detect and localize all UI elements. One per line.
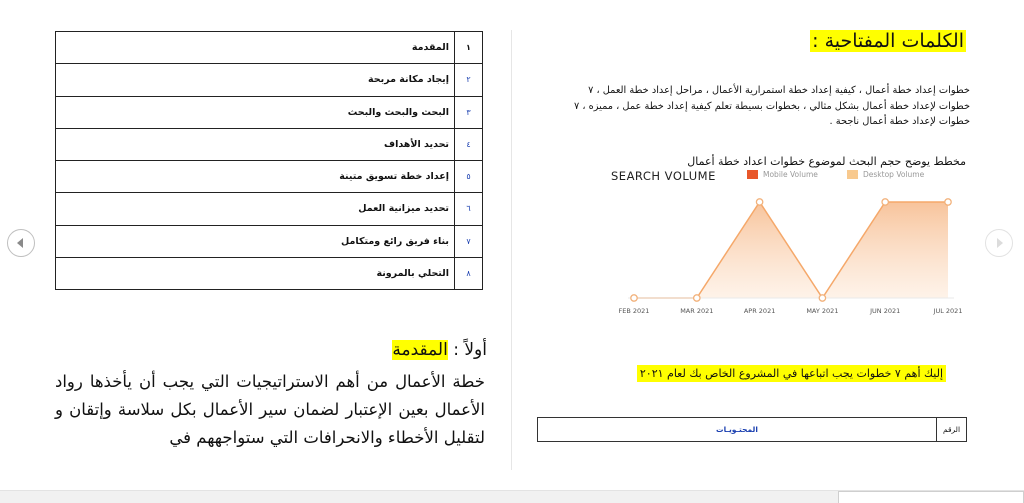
table-row (56, 225, 483, 257)
legend-item-mobile (747, 170, 818, 179)
introduction-paragraph: خطة الأعمال من أهم الاستراتيجيات التي يجب أن يأخذها رواد الأعمال بعين الإعتبار لضمان سير الأعمال بكل سلاسة وإتقان و لتقليل الأخطاء والانحرافات التي ستواجههم في (55, 372, 485, 447)
legend-swatch-desktop (847, 170, 858, 179)
chevron-left-icon (15, 237, 27, 249)
data-point-jul-2021 (945, 199, 951, 205)
data-point-feb-2021 (631, 295, 637, 301)
toc-number: ٥ (455, 161, 483, 193)
toc-item: إعداد خطة تسويق متينة (56, 161, 455, 193)
x-tick-label: JUN 2021 (870, 307, 901, 315)
table-row (56, 96, 483, 128)
x-tick-label: FEB 2021 (618, 307, 650, 315)
toc-item: بناء فريق رائع ومتكامل (56, 225, 455, 257)
steps-callout: إليك أهم ٧ خطوات يجب اتباعها في المشروع الخاص بك لعام ٢٠٢١ (637, 365, 946, 382)
toc-item: تحديد ميزانية العمل (56, 193, 455, 225)
x-tick-label: MAR 2021 (680, 307, 714, 315)
section-title: المقدمة (392, 340, 448, 360)
toc-item: إيجاد مكانة مربحة (56, 64, 455, 96)
next-page-button[interactable] (985, 229, 1013, 257)
section-prefix: أولاً : (447, 340, 487, 360)
toc-item: البحث والبحث والبحث (56, 96, 455, 128)
table-row (56, 161, 483, 193)
toc-number: ٤ (455, 128, 483, 160)
page-divider (511, 30, 512, 470)
table-row (56, 64, 483, 96)
legend-swatch-mobile (747, 170, 758, 179)
column-header-contents: المحتـويـات (538, 418, 937, 442)
search-volume-chart (606, 182, 966, 320)
toc-number: ٧ (455, 225, 483, 257)
table-row (56, 128, 483, 160)
legend-label-desktop: Desktop Volume (863, 170, 925, 179)
chart-caption: مخطط يوضح حجم البحث لموضوع خطوات اعداد خطة أعمال (687, 155, 966, 168)
keywords-paragraph: خطوات إعداد خطة أعمال ، كيفية إعداد خطة استمرارية الأعمال ، مراحل إعداد خطة العمل ، ٧ خطوات لإعداد خطة أعمال بشكل مثالي ، بخطوات بسيطة تعلم كيفية إعداد خطة عمل ، مميزه ، ٧ خطوات لإعداد خطة أعمال ناجحة . (573, 85, 970, 127)
contents-table (537, 417, 967, 442)
previous-page-button[interactable] (7, 229, 35, 257)
data-point-apr-2021 (756, 199, 762, 205)
toc-number: ٣ (455, 96, 483, 128)
toc-item: تحديد الأهداف (56, 128, 455, 160)
table-row (538, 418, 967, 442)
chart-title: SEARCH VOLUME (611, 169, 716, 183)
x-tick-label: APR 2021 (743, 307, 776, 315)
legend-label-mobile: Mobile Volume (763, 170, 818, 179)
table-row (56, 257, 483, 289)
chevron-right-icon (993, 237, 1005, 249)
x-tick-label: JUL 2021 (933, 307, 963, 315)
toc-item: المقدمة (56, 32, 455, 64)
toc-number: ٦ (455, 193, 483, 225)
data-point-mar-2021 (694, 295, 700, 301)
table-of-contents (55, 31, 483, 290)
toc-number: ١ (455, 32, 483, 64)
table-row (56, 193, 483, 225)
x-tick-label: MAY 2021 (806, 307, 839, 315)
keywords-heading: الكلمات المفتاحية : (812, 30, 964, 52)
data-point-jun-2021 (882, 199, 888, 205)
column-header-number: الرقم (937, 418, 967, 442)
toc-number: ٨ (455, 257, 483, 289)
data-point-may-2021 (819, 295, 825, 301)
bottom-input-box[interactable] (838, 491, 1024, 503)
toc-item: التحلي بالمرونة (56, 257, 455, 289)
table-row (56, 32, 483, 64)
toc-number: ٢ (455, 64, 483, 96)
section-heading (392, 340, 487, 360)
legend-item-desktop (847, 170, 924, 179)
